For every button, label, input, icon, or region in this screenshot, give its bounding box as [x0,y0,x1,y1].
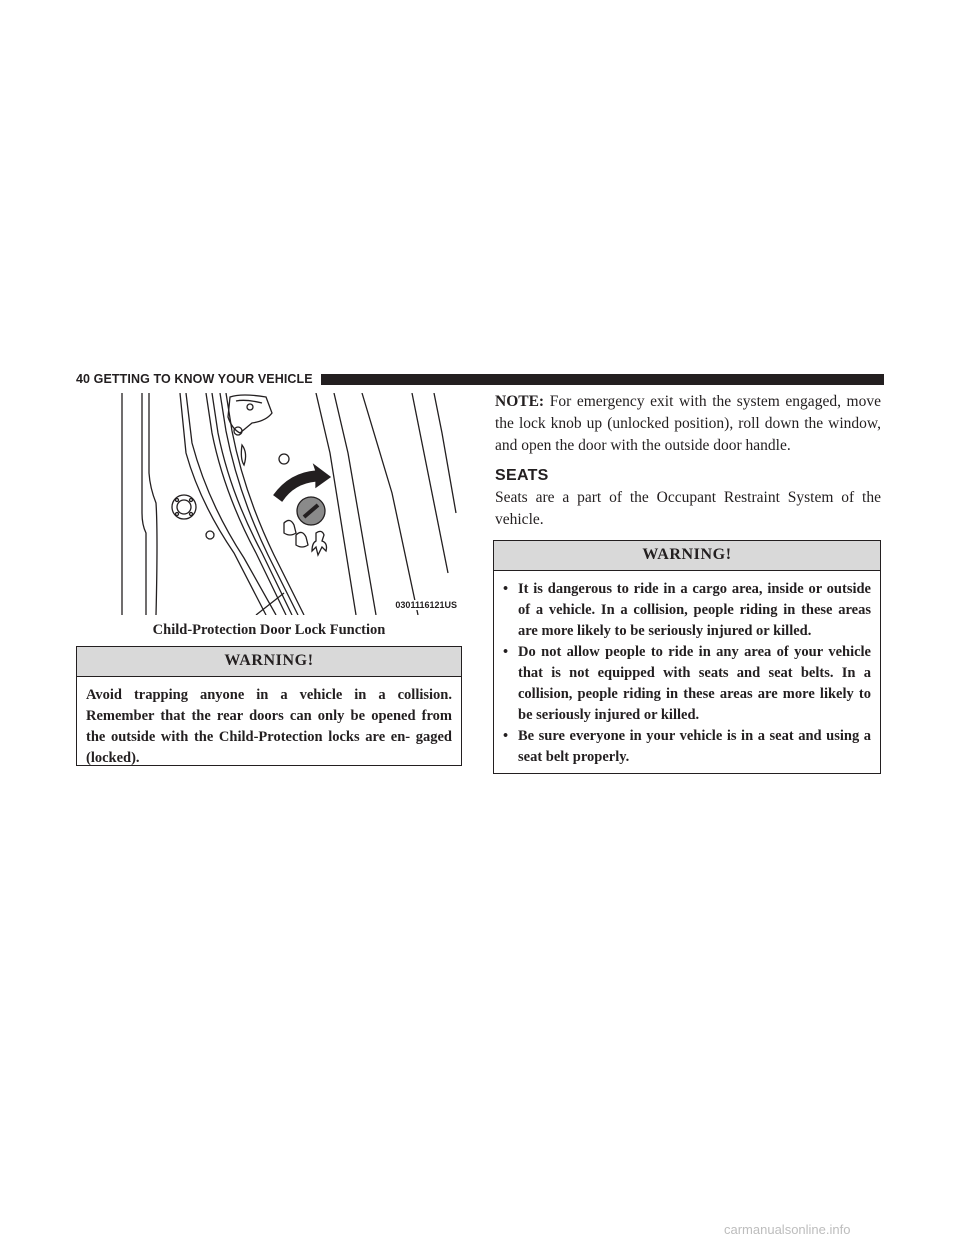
warning-text: Avoid trapping anyone in a vehicle in a collision. Remember that the rear doors can only be opened from the outside with the Child-Protection locks are en- gaged (locked). [86,687,452,766]
note-label: NOTE: [495,393,545,410]
watermark: carmanualsonline.info [724,1222,851,1237]
warning-list-item: • Be sure everyone in your vehicle is in a seat and using a seat belt properly. [503,728,871,765]
page-header [76,372,884,386]
bullet: • [503,728,509,744]
child-lock-illustration [116,393,461,615]
figure-code: 0301116121US [395,600,457,610]
warning-box-seats [493,540,881,774]
warning-list-item: • Do not allow people to ride in any area of your vehicle that is not equipped with seats and seat belts. In a collision, people riding in these areas are more likely to be seriously injured or killed. [503,644,871,723]
seats-paragraph: Seats are a part of the Occupant Restraint System of the vehicle. [495,489,881,528]
page-header-text: 40 GETTING TO KNOW YOUR VEHICLE [76,372,313,386]
bullet: • [503,644,509,660]
note-paragraph [495,391,881,457]
warning-list [503,579,871,768]
warning-box-child-lock [76,646,462,766]
warning-title: WARNING! [77,647,461,677]
header-rule [321,374,884,385]
note-text: For emergency exit with the system engaged, move the lock knob up (unlocked position), roll down the window, and open the door with the outside door handle. [495,393,881,454]
warning-title: WARNING! [494,541,880,571]
section-heading-seats: SEATS [495,467,549,484]
warning-list-item: • It is dangerous to ride in a cargo area, inside or outside of a vehicle. In a collision, people riding in these areas are more likely to be seriously injured or killed. [503,581,871,639]
bullet: • [503,581,509,597]
figure-caption: Child-Protection Door Lock Function [152,622,386,638]
